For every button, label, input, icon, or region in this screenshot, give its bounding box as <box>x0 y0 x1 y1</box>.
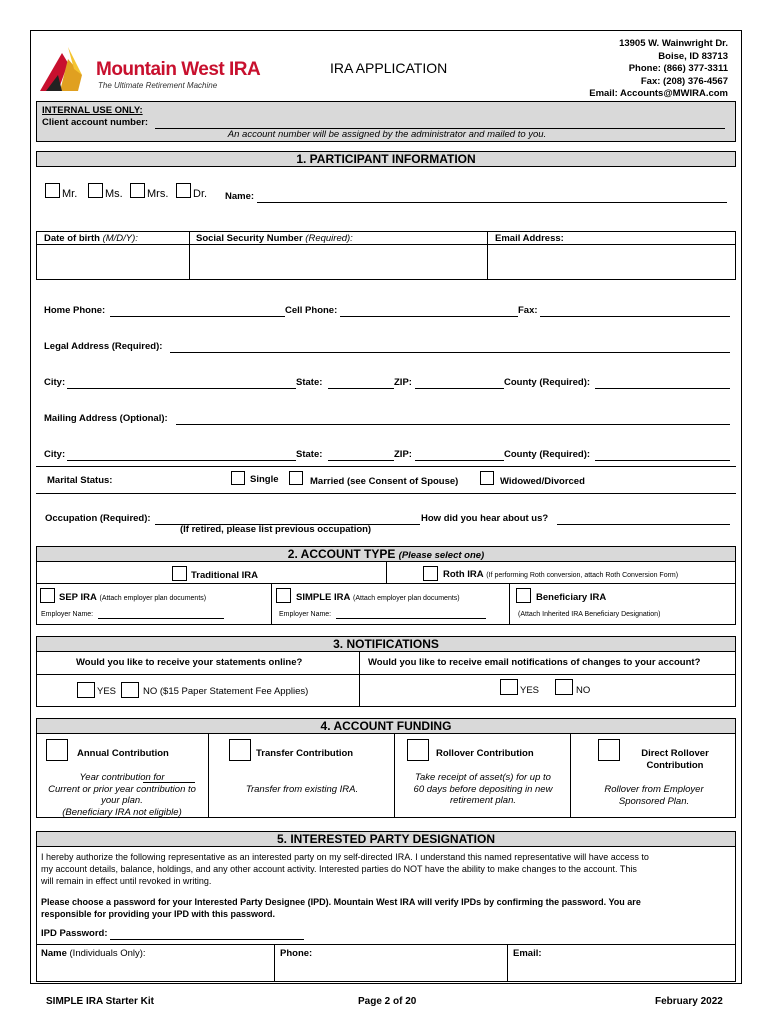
dr-checkbox[interactable] <box>176 183 191 198</box>
logo-text: Mountain West IRA <box>96 59 261 80</box>
rollover-description: Take receipt of asset(s) for up to 60 days before depositing in new retirement plan. <box>413 772 553 806</box>
annual-description: Year contribution for Current or prior year contribution to your plan. (Beneficiary IRA not eligible) <box>48 772 196 818</box>
section-participant-title: 1. PARTICIPANT INFORMATION <box>36 151 736 167</box>
divider <box>36 493 736 494</box>
section-account-funding-title: 4. ACCOUNT FUNDING <box>36 718 736 734</box>
beneficiary-ira-label: Beneficiary IRA <box>536 592 607 603</box>
mrs-checkbox[interactable] <box>130 183 145 198</box>
mailing-address-label: Mailing Address (Optional): <box>44 413 168 424</box>
county-field[interactable] <box>595 388 730 389</box>
married-label: Married (see Consent of Spouse) <box>310 476 459 487</box>
section-account-type-title: 2. ACCOUNT TYPE (Please select one) <box>36 546 736 562</box>
section-interested-party-title: 5. INTERESTED PARTY DESIGNATION <box>36 831 736 847</box>
email-no-label: NO <box>576 685 591 696</box>
fax-label: Fax: <box>518 305 538 316</box>
divider <box>394 734 395 818</box>
direct-rollover-description: Rollover from Employer Sponsored Plan. <box>604 784 704 807</box>
traditional-ira-label: Traditional IRA <box>191 570 259 581</box>
address-line: Boise, ID 83713 <box>658 50 728 62</box>
county-label: County (Required): <box>504 377 591 388</box>
page-title: IRA APPLICATION <box>330 60 448 76</box>
address-line: 13905 W. Wainwright Dr. <box>619 38 728 49</box>
traditional-ira-checkbox[interactable] <box>172 566 187 581</box>
city-field[interactable] <box>67 388 296 389</box>
mr-checkbox[interactable] <box>45 183 60 198</box>
ipd-password-label: IPD Password: <box>41 928 108 939</box>
dob-field[interactable] <box>37 245 188 279</box>
password-paragraph: Please choose a password for your Interested Party Designee (IPD). Mountain West IRA will verify IPDs by confirming the password. You are responsible for providing your IPD with this password. <box>41 897 641 919</box>
city-label: City: <box>44 449 66 460</box>
ssn-field[interactable] <box>190 245 486 279</box>
cell-phone-field[interactable] <box>340 316 518 317</box>
footer-page-number: Page 2 of 20 <box>358 996 417 1007</box>
name-field[interactable] <box>257 202 727 203</box>
legal-address-field[interactable] <box>170 352 730 353</box>
mrs-label: Mrs. <box>147 188 169 200</box>
dr-label: Dr. <box>193 188 208 200</box>
simple-employer-field[interactable] <box>336 618 486 619</box>
email-field[interactable] <box>488 245 735 279</box>
state-field[interactable] <box>328 388 394 389</box>
address-line: Email: Accounts@MWIRA.com <box>589 88 728 99</box>
state-label: State: <box>296 377 323 388</box>
statements-yes-label: YES <box>97 686 117 697</box>
county-label: County (Required): <box>504 449 591 460</box>
divider <box>208 734 209 818</box>
home-phone-label: Home Phone: <box>44 305 106 316</box>
heard-about-label: How did you hear about us? <box>421 513 549 524</box>
divider <box>36 674 736 675</box>
ssn-label: Social Security Number (Required): <box>196 233 353 244</box>
simple-ira-label: SIMPLE IRA (Attach employer plan documents) <box>296 592 460 603</box>
sep-employer-label: Employer Name: <box>41 611 94 618</box>
transfer-description: Transfer from existing IRA. <box>245 784 359 795</box>
home-phone-field[interactable] <box>110 316 285 317</box>
ipd-email-label: Email: <box>513 948 542 959</box>
contribution-year-field[interactable] <box>143 782 195 783</box>
dob-label: Date of birth (M/D/Y): <box>44 233 138 244</box>
address-line: Fax: (208) 376-4567 <box>640 75 728 87</box>
section-notifications-title: 3. NOTIFICATIONS <box>36 636 736 652</box>
city-field[interactable] <box>67 460 296 461</box>
divider <box>570 734 571 818</box>
single-checkbox[interactable] <box>231 471 245 485</box>
email-label: Email Address: <box>495 233 564 244</box>
sep-ira-label: SEP IRA (Attach employer plan documents) <box>59 592 207 603</box>
zip-label: ZIP: <box>394 449 412 460</box>
account-note: An account number will be assigned by the administrator and mailed to you. <box>227 129 547 140</box>
name-label: Name: <box>225 191 255 202</box>
sep-ira-checkbox[interactable] <box>40 588 55 603</box>
annual-contribution-checkbox[interactable] <box>46 739 68 761</box>
authorization-paragraph: I hereby authorize the following representative as an interested party on my self-directed IRA. I understand this named representative will have access to my account details, balance, holdings, and any other account activity. Interested parties do NOT have the ability to make changes to the account. This will remain in effect until revoked in writing. <box>41 852 649 886</box>
transfer-contribution-checkbox[interactable] <box>229 739 251 761</box>
ipd-email-field[interactable] <box>508 960 735 981</box>
internal-heading: INTERNAL USE ONLY: <box>42 105 143 116</box>
direct-rollover-label: Direct Rollover Contribution <box>641 748 709 771</box>
simple-ira-checkbox[interactable] <box>276 588 291 603</box>
footer-kit-name: SIMPLE IRA Starter Kit <box>46 996 154 1007</box>
sep-employer-field[interactable] <box>98 618 224 619</box>
heard-about-field[interactable] <box>557 524 730 525</box>
footer-date: February 2022 <box>655 996 723 1007</box>
state-label: State: <box>296 449 323 460</box>
email-notifications-question: Would you like to receive email notifications of changes to your account? <box>368 657 701 668</box>
annual-contribution-label: Annual Contribution <box>77 748 169 759</box>
ipd-phone-label: Phone: <box>280 948 313 959</box>
marital-status-label: Marital Status: <box>47 475 113 486</box>
ipd-name-label: Name (Individuals Only): <box>41 948 146 959</box>
email-yes-checkbox[interactable] <box>500 679 518 695</box>
logo-tagline: The Ultimate Retirement Machine <box>98 81 218 90</box>
simple-employer-label: Employer Name: <box>279 611 332 618</box>
email-no-checkbox[interactable] <box>555 679 573 695</box>
contact-address <box>508 38 728 101</box>
beneficiary-ira-checkbox[interactable] <box>516 588 531 603</box>
occupation-label: Occupation (Required): <box>45 513 151 524</box>
mailing-address-field[interactable] <box>176 424 730 425</box>
cell-phone-label: Cell Phone: <box>285 305 338 316</box>
fax-field[interactable] <box>540 316 730 317</box>
logo <box>38 45 261 95</box>
divider <box>271 584 272 625</box>
address-line: Phone: (866) 377-3311 <box>628 63 728 74</box>
mr-label: Mr. <box>62 188 78 200</box>
ipd-phone-field[interactable] <box>275 960 506 981</box>
divider <box>509 584 510 625</box>
beneficiary-note: (Attach Inherited IRA Beneficiary Designation) <box>518 611 661 618</box>
ms-checkbox[interactable] <box>88 183 103 198</box>
zip-field[interactable] <box>415 460 504 461</box>
statements-online-question: Would you like to receive your statements online? <box>76 657 303 668</box>
county-field[interactable] <box>595 460 730 461</box>
rollover-contribution-checkbox[interactable] <box>407 739 429 761</box>
transfer-contribution-label: Transfer Contribution <box>256 748 354 759</box>
ipd-password-field[interactable] <box>110 939 304 940</box>
statements-yes-checkbox[interactable] <box>77 682 95 698</box>
zip-field[interactable] <box>415 388 504 389</box>
account-number-label: Client account number: <box>42 117 149 128</box>
state-field[interactable] <box>328 460 394 461</box>
zip-label: ZIP: <box>394 377 412 388</box>
internal-use-box <box>36 101 736 142</box>
email-yes-label: YES <box>520 685 540 696</box>
widowed-label: Widowed/Divorced <box>500 476 585 487</box>
roth-ira-checkbox[interactable] <box>423 566 438 581</box>
roth-ira-label: Roth IRA (If performing Roth conversion, attach Roth Conversion Form) <box>443 569 679 580</box>
single-label: Single <box>250 474 279 485</box>
divider <box>386 562 387 584</box>
divider <box>359 652 360 707</box>
legal-address-label: Legal Address (Required): <box>44 341 163 352</box>
statements-no-checkbox[interactable] <box>121 682 139 698</box>
married-checkbox[interactable] <box>289 471 303 485</box>
rollover-contribution-label: Rollover Contribution <box>436 748 534 759</box>
mountain-logo-icon <box>38 45 100 93</box>
occupation-hint: (If retired, please list previous occupation) <box>180 524 372 535</box>
direct-rollover-checkbox[interactable] <box>598 739 620 761</box>
divider <box>36 944 736 945</box>
widowed-checkbox[interactable] <box>480 471 494 485</box>
city-label: City: <box>44 377 66 388</box>
ipd-name-field[interactable] <box>37 960 273 981</box>
statements-no-label: NO ($15 Paper Statement Fee Applies) <box>143 686 309 697</box>
ms-label: Ms. <box>105 188 123 200</box>
